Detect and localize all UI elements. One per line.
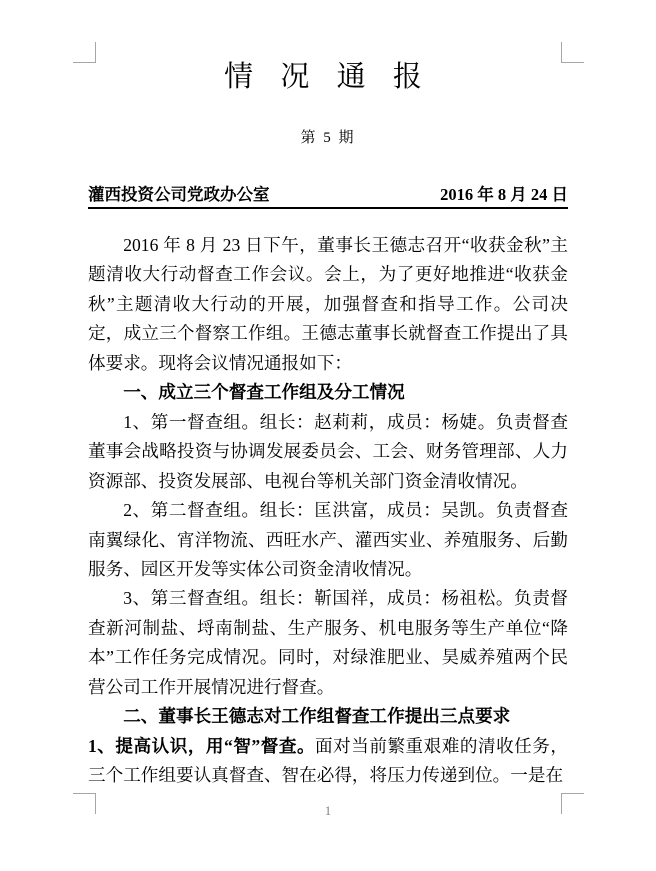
paragraph-text: 面对当前繁重艰难的清收任务，三个工作组要认真督查、智在必得，将压力传递到位。一是在 (88, 735, 568, 786)
section-heading: 二、董事长王德志对工作组督查工作提出三点要求 (123, 706, 511, 727)
body-paragraph (88, 732, 568, 791)
paragraph-bold-lead: 1、提高认识，用“智”督查。 (88, 735, 316, 756)
issue-date: 2016 年 8 月 24 日 (440, 185, 568, 204)
body-paragraph: 1、第一督查组。组长：赵莉莉，成员：杨婕。负责督查董事会战略投资与协调发展委员会、工会、财务管理部、人力资源部、投资发展部、电视台等机关部门资金清收情况。 (88, 411, 568, 491)
masthead-divider-line (88, 207, 568, 209)
document-body (88, 231, 568, 791)
body-paragraph: 2、第二督查组。组长：匡洪富，成员：吴凯。负责督查南翼绿化、宵洋物流、西旺水产、灌西实业、养殖服务、后勤服务、园区开发等实体公司资金清收情况。 (88, 500, 568, 579)
issue-number: 第 5 期 (300, 130, 356, 146)
masthead (88, 181, 568, 205)
page-number: 1 (324, 804, 332, 818)
section-heading: 一、成立三个督查工作组及分工情况 (123, 382, 405, 403)
body-paragraph: 3、第三督查组。组长：靳国祥，成员：杨祖松。负责督查新河制盐、埒南制盐、生产服务、机电服务等生产单位“降本”工作任务完成情况。同时，对绿淮肥业、昊威养殖两个民营公司工作开展情况进行督查。 (88, 588, 568, 697)
issuing-department: 灌西投资公司党政办公室 (88, 185, 270, 204)
document-title: 情 况 通 报 (224, 61, 432, 93)
body-paragraph: 2016 年 8 月 23 日下午，董事长王德志召开“收获金秋”主题清收大行动督查工作会议。会上，为了更好地推进“收获金秋”主题清收大行动的开展，加强督查和指导工作。公司决定，成立三个督察工作组。王德志董事长就督查工作提出了具体要求。现将会议情况通报如下： (88, 235, 568, 373)
